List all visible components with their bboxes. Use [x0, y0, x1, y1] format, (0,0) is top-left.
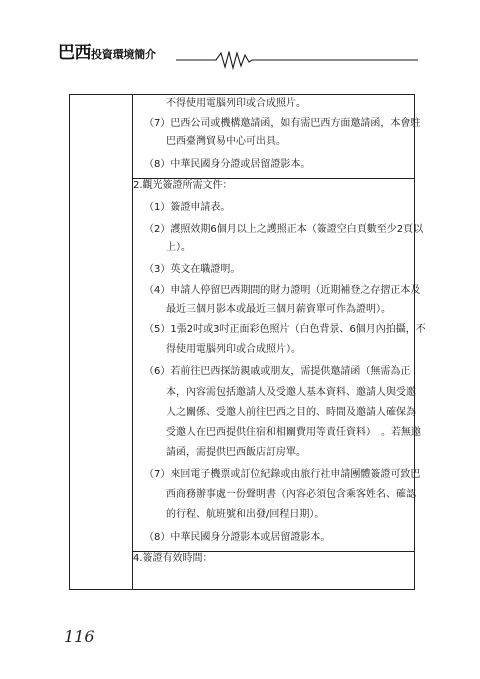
text-line: （4）申請人停留巴西期間的財力證明（近期補登之存摺正本及: [144, 285, 421, 296]
text-line: 請函，需提供巴西飯店訂房單。: [166, 447, 306, 458]
column-divider: [132, 95, 133, 589]
text-line: 西商務辦事處一份聲明書（內容必須包含乘客姓名、確認: [166, 489, 416, 500]
text-line: 得使用電腦列印或合成照片）。: [166, 344, 301, 355]
text-line: 巴西臺灣貿易中心可出具。: [166, 136, 286, 147]
text-line: 人之關係、受邀人前往巴西之目的、時間及邀請人確保為: [166, 407, 416, 418]
text-line: （5）1張2吋或3吋正面彩色照片（白色背景、6個月內拍攝，不: [144, 324, 426, 335]
text-line: （2）護照效期6個月以上之護照正本（簽證空白頁數至少2頁以: [144, 224, 424, 235]
text-line: 受邀人在巴西提供住宿和相關費用等責任資料） 。若無邀: [166, 427, 421, 438]
text-line: 的行程、航班號和出發/回程日期）。: [166, 509, 325, 520]
text-line: （8）中華民國身分證或居留證影本。: [144, 159, 311, 170]
text-line: （8）中華民國身分證影本或居留證影本。: [144, 532, 331, 543]
section-heading: 2.觀光簽證所需文件：: [133, 180, 233, 191]
text-line: 本，內容需包括邀請人及受邀人基本資料、邀請人與受邀: [166, 387, 416, 398]
text-line: （7）來回電子機票或訂位紀錄或由旅行社申請團體簽證可致巴: [144, 469, 421, 480]
text-line: （7）巴西公司或機構邀請函，如有需巴西方面邀請函，本會駐: [144, 118, 421, 129]
text-line: （6）若前往巴西探訪親戚或朋友，需提供邀請函（無需為正: [144, 366, 411, 377]
text-line: （3）英文在職證明。: [144, 264, 241, 275]
text-line: 上）。: [166, 242, 191, 253]
section-heading: 4.簽證有效時間：: [133, 553, 213, 564]
text-line: 最近三個月影本或最近三個月薪資單可作為證明）。: [166, 304, 391, 315]
text-line: 不得使用電腦列印或合成照片。: [166, 98, 306, 109]
requirements-table: [69, 94, 426, 590]
header-title-brazil: 巴西: [58, 43, 91, 63]
text-line: （1）簽證申請表。: [144, 202, 231, 213]
header-title-subtitle: 投資環境簡介: [91, 48, 156, 61]
page-number: 116: [64, 627, 95, 646]
running-header: [58, 38, 418, 66]
heartbeat-line-icon: [58, 51, 418, 75]
